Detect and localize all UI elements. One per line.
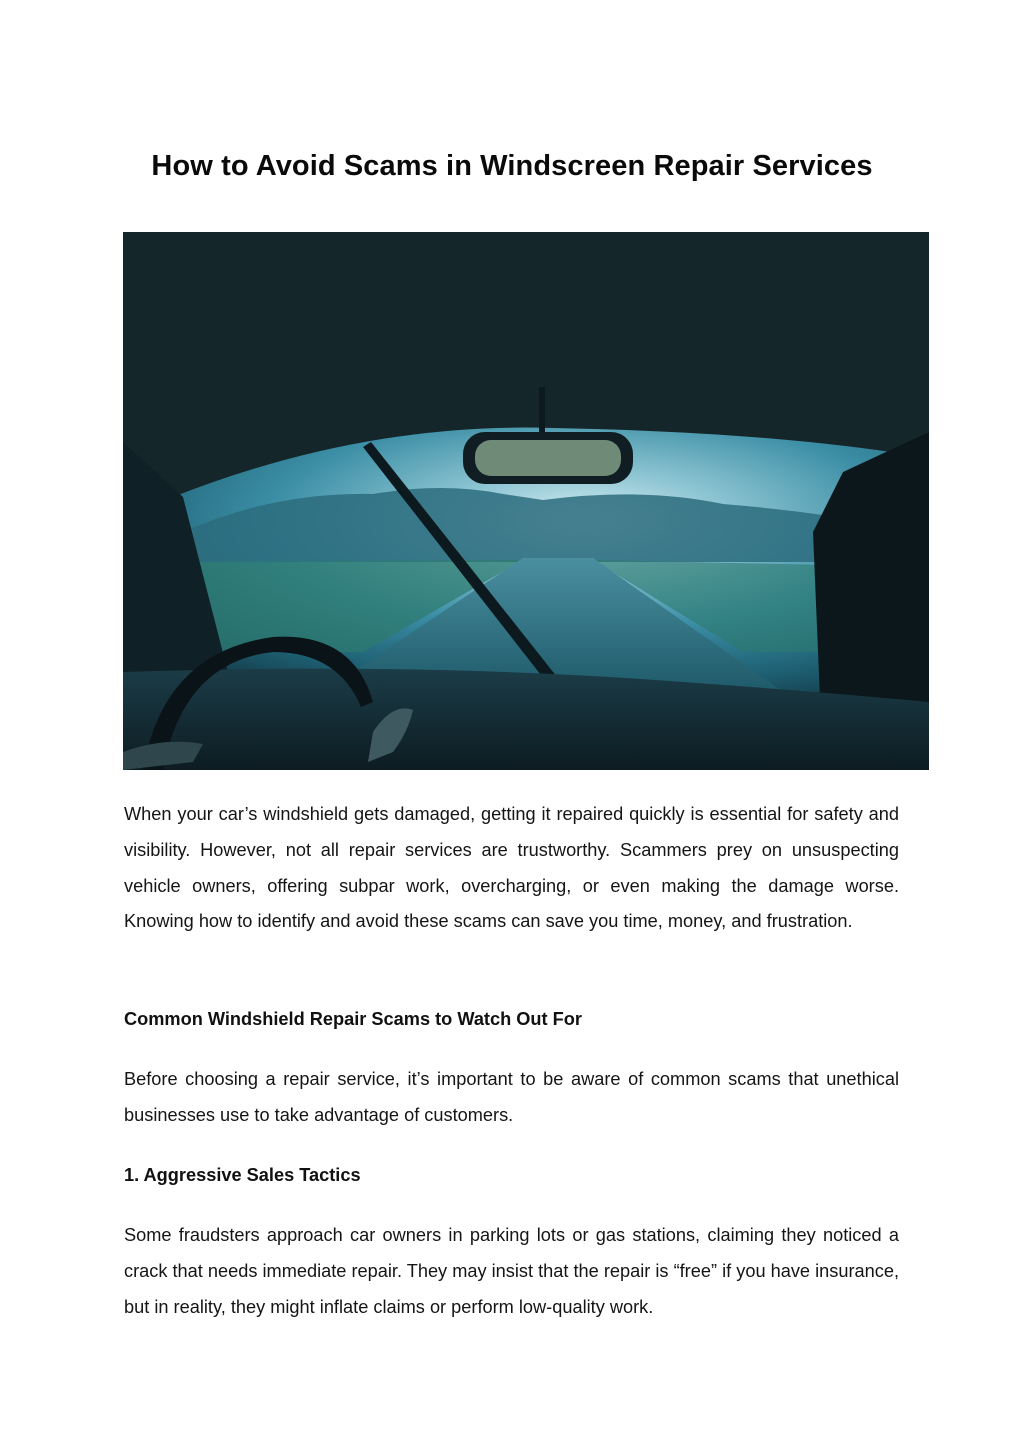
document-title: How to Avoid Scams in Windscreen Repair Services [151,150,873,182]
section-intro-paragraph: Before choosing a repair service, it’s important to be aware of common scams that unethical businesses use to take advantage of customers. [124,1069,899,1125]
subsection-body-paragraph: Some fraudsters approach car owners in parking lots or gas stations, claiming they noticed a crack that needs immediate repair. They may insist that the repair is “free” if you have insurance, but in reality, they might inflate claims or perform low-quality work. [124,1225,900,1317]
section-heading: Common Windshield Repair Scams to Watch Out For [124,1009,582,1029]
hero-photo-windshield [123,232,929,770]
windshield-illustration [123,232,929,770]
subsection-heading: 1. Aggressive Sales Tactics [124,1165,361,1185]
intro-paragraph: When your car’s windshield gets damaged, getting it repaired quickly is essential for safety and visibility. However, not all repair services are trustworthy. Scammers prey on unsuspecting vehicle owners, offering subpar work, overcharging, or even making the damage worse. Knowing how to identify and avoid these scams can save you time, money, and frustration. [124,804,899,932]
